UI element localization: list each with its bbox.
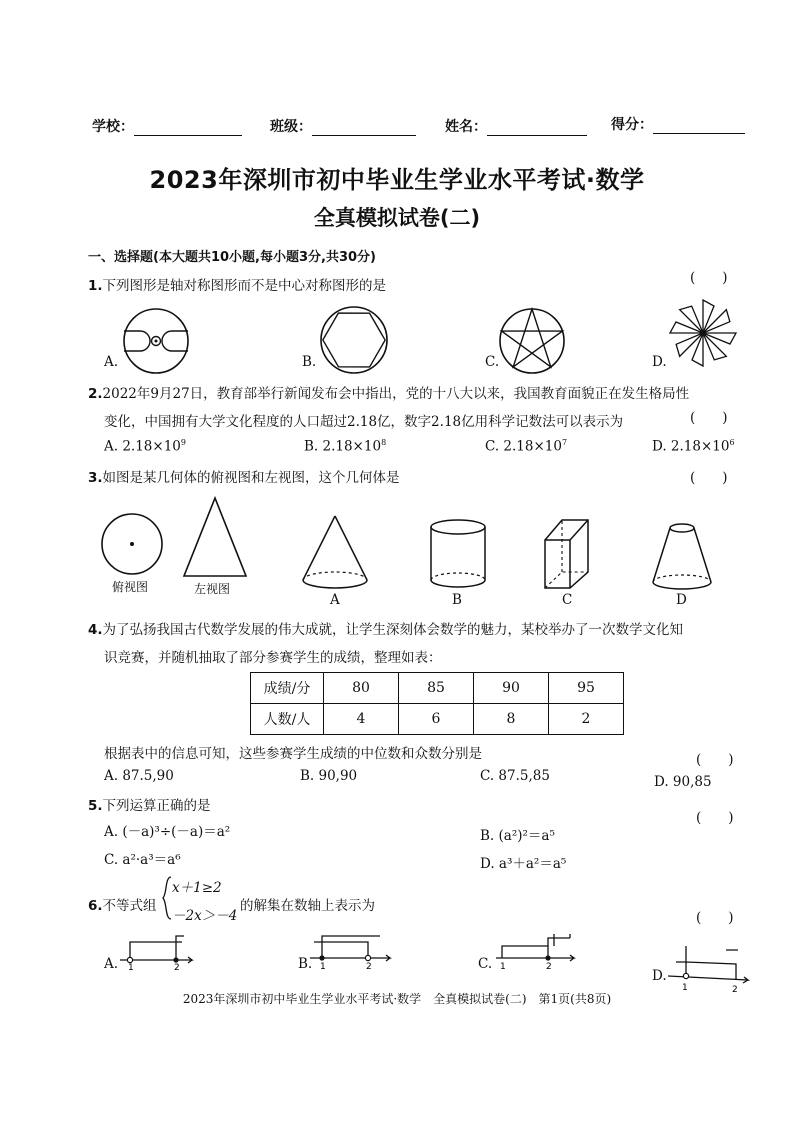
school-blank[interactable]	[134, 121, 242, 136]
tick-label: 1	[682, 983, 688, 993]
score-field	[611, 114, 745, 134]
table-cell: 95	[549, 673, 624, 704]
option-text: C. 2.18×10	[485, 438, 562, 455]
answer-paren-2[interactable]: ( )	[690, 410, 728, 426]
brace-icon	[162, 876, 172, 920]
q4-option-d[interactable]: D. 90,85	[654, 774, 712, 790]
q2-option-a[interactable]	[104, 438, 186, 455]
tick-label: 1	[500, 962, 506, 972]
page-footer: 2023年深圳市初中毕业生学业水平考试·数学 全真模拟试卷(二) 第1页(共8页)	[182, 992, 612, 1006]
question-text: 为了弘扬我国古代数学发展的伟大成就，让学生深刻体会数学的魅力，某校举办了一次数学文化知	[102, 622, 684, 638]
q1-option-a[interactable]: A.	[104, 354, 119, 370]
q3-caption-left-view: 左视图	[194, 582, 231, 596]
question-text: 2022年9月27日，教育部举行新闻发布会中指出，党的十八大以来，我国教育面貌正在发生格局性	[102, 386, 690, 402]
q4-option-c[interactable]: C. 87.5,85	[480, 768, 550, 784]
q5-option-d[interactable]: D. a³＋a²＝a⁵	[480, 856, 567, 872]
q3-left-view	[182, 496, 248, 578]
table-cell: 90	[474, 673, 549, 704]
option-exponent: 6	[729, 438, 735, 447]
table-cell: 人数/人	[251, 704, 324, 735]
question-text: 如图是某几何体的俯视图和左视图，这个几何体是	[102, 470, 400, 486]
question-4-line2: 识竞赛，并随机抽取了部分参赛学生的成绩，整理如表：	[104, 650, 442, 666]
question-1	[88, 274, 386, 294]
q1-option-b[interactable]: B.	[302, 354, 317, 370]
q3-figure-a-cone	[300, 514, 370, 590]
question-text: 不等式组	[102, 898, 157, 914]
question-number: 6.	[88, 898, 103, 914]
tick-label: 2	[546, 962, 552, 972]
question-number: 5.	[88, 798, 103, 814]
q3-top-view	[100, 512, 164, 576]
answer-paren-1[interactable]: ( )	[690, 270, 728, 286]
inequality-2: －2x＞－4	[172, 908, 238, 924]
table-cell: 2	[549, 704, 624, 735]
tick-label: 1	[128, 963, 134, 973]
question-number: 1.	[88, 278, 103, 294]
q3-option-d[interactable]: D	[676, 592, 687, 608]
page-subtitle: 全真模拟试卷(二)	[313, 206, 481, 230]
inequality-1: x＋1≥2	[172, 880, 222, 896]
q1-figure-a	[120, 305, 192, 377]
option-text: B. 2.18×10	[304, 438, 382, 455]
answer-paren-3[interactable]: ( )	[690, 470, 728, 486]
score-blank[interactable]	[653, 119, 745, 134]
tick-label: 2	[174, 963, 180, 973]
q1-option-c[interactable]: C.	[485, 354, 500, 370]
q3-caption-top-view: 俯视图	[112, 580, 149, 594]
table-cell: 6	[399, 704, 474, 735]
option-exponent: 9	[180, 438, 186, 447]
q3-figure-b-cylinder	[428, 518, 488, 590]
option-text: D. 2.18×10	[652, 438, 730, 455]
question-6-tail: 的解集在数轴上表示为	[240, 898, 375, 914]
answer-paren-4[interactable]: ( )	[696, 752, 734, 768]
table-cell: 4	[324, 704, 399, 735]
school-label: 学校：	[92, 119, 134, 135]
answer-paren-5[interactable]: ( )	[696, 810, 734, 826]
question-text: 下列运算正确的是	[102, 798, 211, 814]
table-row	[251, 673, 624, 704]
name-blank[interactable]	[487, 121, 587, 136]
school-field	[92, 116, 242, 136]
question-4-line3: 根据表中的信息可知，这些参赛学生成绩的中位数和众数分别是	[104, 746, 482, 762]
q1-figure-b	[318, 304, 390, 376]
name-label: 姓名：	[445, 119, 487, 135]
question-number: 3.	[88, 470, 103, 486]
question-6-lead	[88, 894, 157, 914]
question-number: 4.	[88, 622, 103, 638]
q6-numberline-d	[666, 940, 756, 994]
class-field	[270, 116, 416, 136]
page-title: 2023年深圳市初中毕业生学业水平考试·数学	[149, 166, 645, 194]
table-cell: 80	[324, 673, 399, 704]
q1-figure-d-pinwheel	[668, 298, 738, 368]
answer-paren-6[interactable]: ( )	[696, 910, 734, 926]
q6-numberline-c	[494, 930, 584, 972]
q2-option-c[interactable]	[485, 438, 567, 455]
q2-option-b[interactable]	[304, 438, 386, 455]
q3-figure-d-frustum	[650, 520, 714, 592]
q3-option-a[interactable]: A	[330, 592, 340, 608]
question-number: 2.	[88, 386, 103, 402]
q3-option-b[interactable]: B	[452, 592, 462, 608]
question-2-line1	[88, 382, 689, 402]
name-field	[445, 116, 587, 136]
q3-option-c[interactable]: C	[562, 592, 573, 608]
q4-option-a[interactable]: A. 87.5,90	[104, 768, 174, 784]
class-blank[interactable]	[312, 121, 416, 136]
table-cell: 成绩/分	[251, 673, 324, 704]
tick-label: 1	[320, 962, 326, 972]
q6-option-b[interactable]: B.	[298, 956, 313, 972]
option-exponent: 8	[381, 438, 387, 447]
question-3	[88, 466, 400, 486]
q1-figure-c	[498, 307, 566, 375]
q2-option-d[interactable]	[652, 438, 735, 455]
q4-option-b[interactable]: B. 90,90	[300, 768, 358, 784]
score-label: 得分：	[611, 117, 653, 133]
q6-option-d[interactable]: D.	[652, 968, 667, 984]
q5-option-c[interactable]: C. a²·a³＝a⁶	[104, 852, 181, 868]
section-heading: 一、选择题(本大题共10小题,每小题3分,共30分)	[88, 250, 376, 265]
q6-option-c[interactable]: C.	[478, 956, 493, 972]
option-text: A. 2.18×10	[104, 438, 181, 455]
q5-option-b[interactable]: B. (a²)²＝a⁵	[480, 828, 555, 844]
question-5	[88, 794, 211, 814]
q3-figure-c-prism	[540, 516, 594, 590]
q1-option-d[interactable]: D.	[652, 354, 667, 370]
tick-label: 2	[366, 962, 372, 972]
q6-numberline-b	[308, 932, 398, 972]
table-cell: 85	[399, 673, 474, 704]
table-cell: 8	[474, 704, 549, 735]
score-table	[250, 672, 624, 735]
question-2-line2: 变化，中国拥有大学文化程度的人口超过2.18亿，数字2.18亿用科学记数法可以表示为	[104, 414, 624, 430]
tick-label: 2	[732, 985, 738, 995]
q6-numberline-a	[118, 932, 198, 972]
option-exponent: 7	[561, 438, 568, 447]
question-4-line1	[88, 618, 683, 638]
class-label: 班级：	[270, 119, 312, 135]
question-text: 下列图形是轴对称图形而不是中心对称图形的是	[102, 278, 387, 294]
q6-option-a[interactable]: A.	[104, 956, 119, 972]
q5-option-a[interactable]: A. (－a)³÷(－a)＝a²	[104, 824, 231, 840]
table-row	[251, 704, 624, 735]
